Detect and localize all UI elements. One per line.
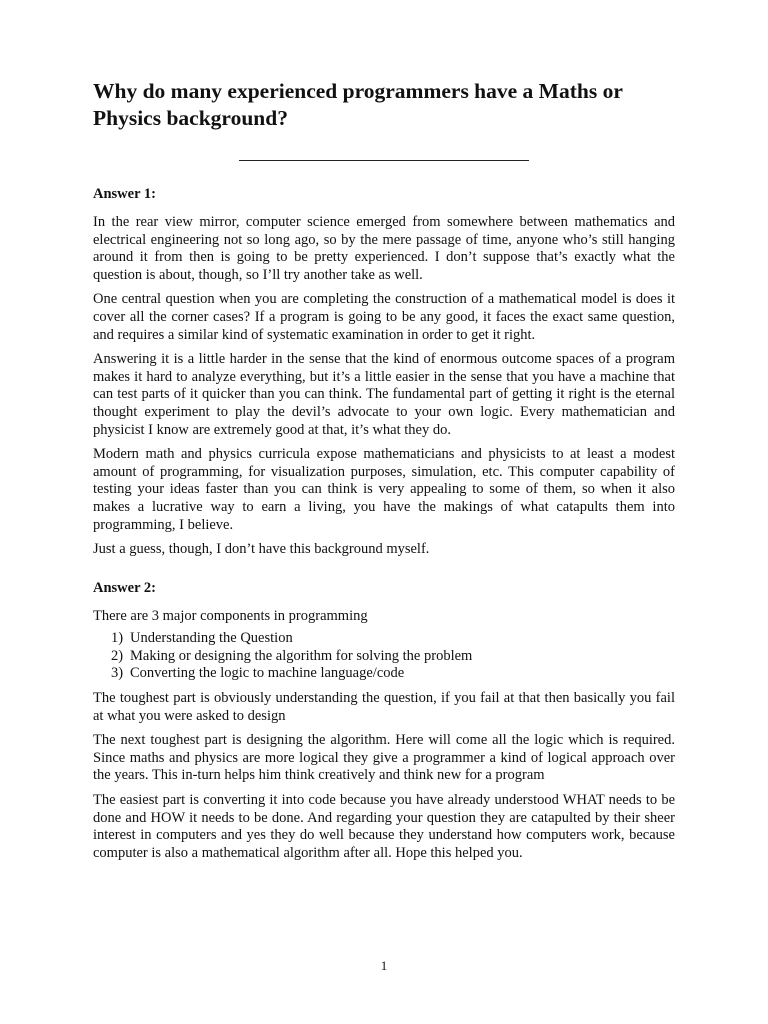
answer-1-paragraph: Answering it is a little harder in the sense that the kind of enormous outcome spaces of a program makes it hard to analyze everything, but it’s a little easier in the sense that you have a machine that can test parts of it quicker than you can think. The fundamental part of getting it right is the eternal thought experiment to play the devil’s advocate to your own logic. Every mathematician and physicist I know are extremely good at that, it’s what they do. — [93, 351, 675, 438]
answer-1-paragraph: One central question when you are completing the construction of a mathematical model is does it cover all the corner cases? If a program is going to be any good, it faces the exact same question, and requires a similar kind of systematic examination in order to get it right. — [93, 291, 675, 343]
title-divider — [239, 160, 529, 161]
answer-1-paragraph: Just a guess, though, I don’t have this background myself. — [93, 541, 430, 558]
list-item-number: 1) — [111, 630, 124, 647]
list-item-text: Understanding the Question — [130, 630, 293, 647]
answer-1-heading: Answer 1: — [93, 186, 156, 202]
list-item — [93, 648, 675, 666]
answer-2-paragraph: The easiest part is converting it into code because you have already understood WHAT needs to be done and HOW it needs to be done. And regarding your question they are catapulted by their sheer interest in computers and yes they do well because they understand how computers work, because computer is also a mathematical algorithm after all. Hope this helped you. — [93, 792, 675, 861]
answer-2-section — [93, 579, 675, 863]
list-item — [93, 665, 675, 683]
answer-1-section — [93, 185, 675, 559]
answer-1-paragraph: In the rear view mirror, computer science emerged from somewhere between mathematics and electrical engineering not so long ago, so by the mere passage of time, anyone who’s still hanging around it from then is going to be pretty experienced. I don’t suppose that’s exactly what the question is about, though, so I’ll try another take as well. — [93, 214, 675, 283]
document-page — [93, 78, 675, 862]
list-item-text: Converting the logic to machine language/code — [130, 665, 405, 682]
answer-2-heading: Answer 2: — [93, 579, 156, 596]
list-item-number: 3) — [111, 665, 124, 682]
answer-1-paragraph: Modern math and physics curricula expose mathematicians and physicists to at least a modest amount of programming, for visualization purposes, simulation, etc. This computer capability of testing your ideas faster than you can think is very appealing to some of them, so when it also makes a lucrative way to earn a living, you have the makings of what catapults them into programming, I believe. — [93, 446, 675, 533]
answer-2-paragraph: The toughest part is obviously understanding the question, if you fail at that then basically you fail at what you were asked to design — [93, 690, 675, 724]
answer-2-paragraph: The next toughest part is designing the algorithm. Here will come all the logic which is required. Since maths and physics are more logical they give a programmer a kind of logical approach over the years. This in-turn helps him think creatively and think new for a program — [93, 732, 675, 784]
answer-2-intro: There are 3 major components in programming — [93, 607, 368, 624]
list-item-number: 2) — [111, 647, 124, 664]
list-item-text: Making or designing the algorithm for solving the problem — [130, 647, 473, 664]
page-number: 1 — [380, 958, 388, 973]
list-item — [93, 630, 675, 648]
programming-components-list — [93, 630, 675, 683]
document-title: Why do many experienced programmers have a Maths or Physics background? — [93, 79, 623, 130]
